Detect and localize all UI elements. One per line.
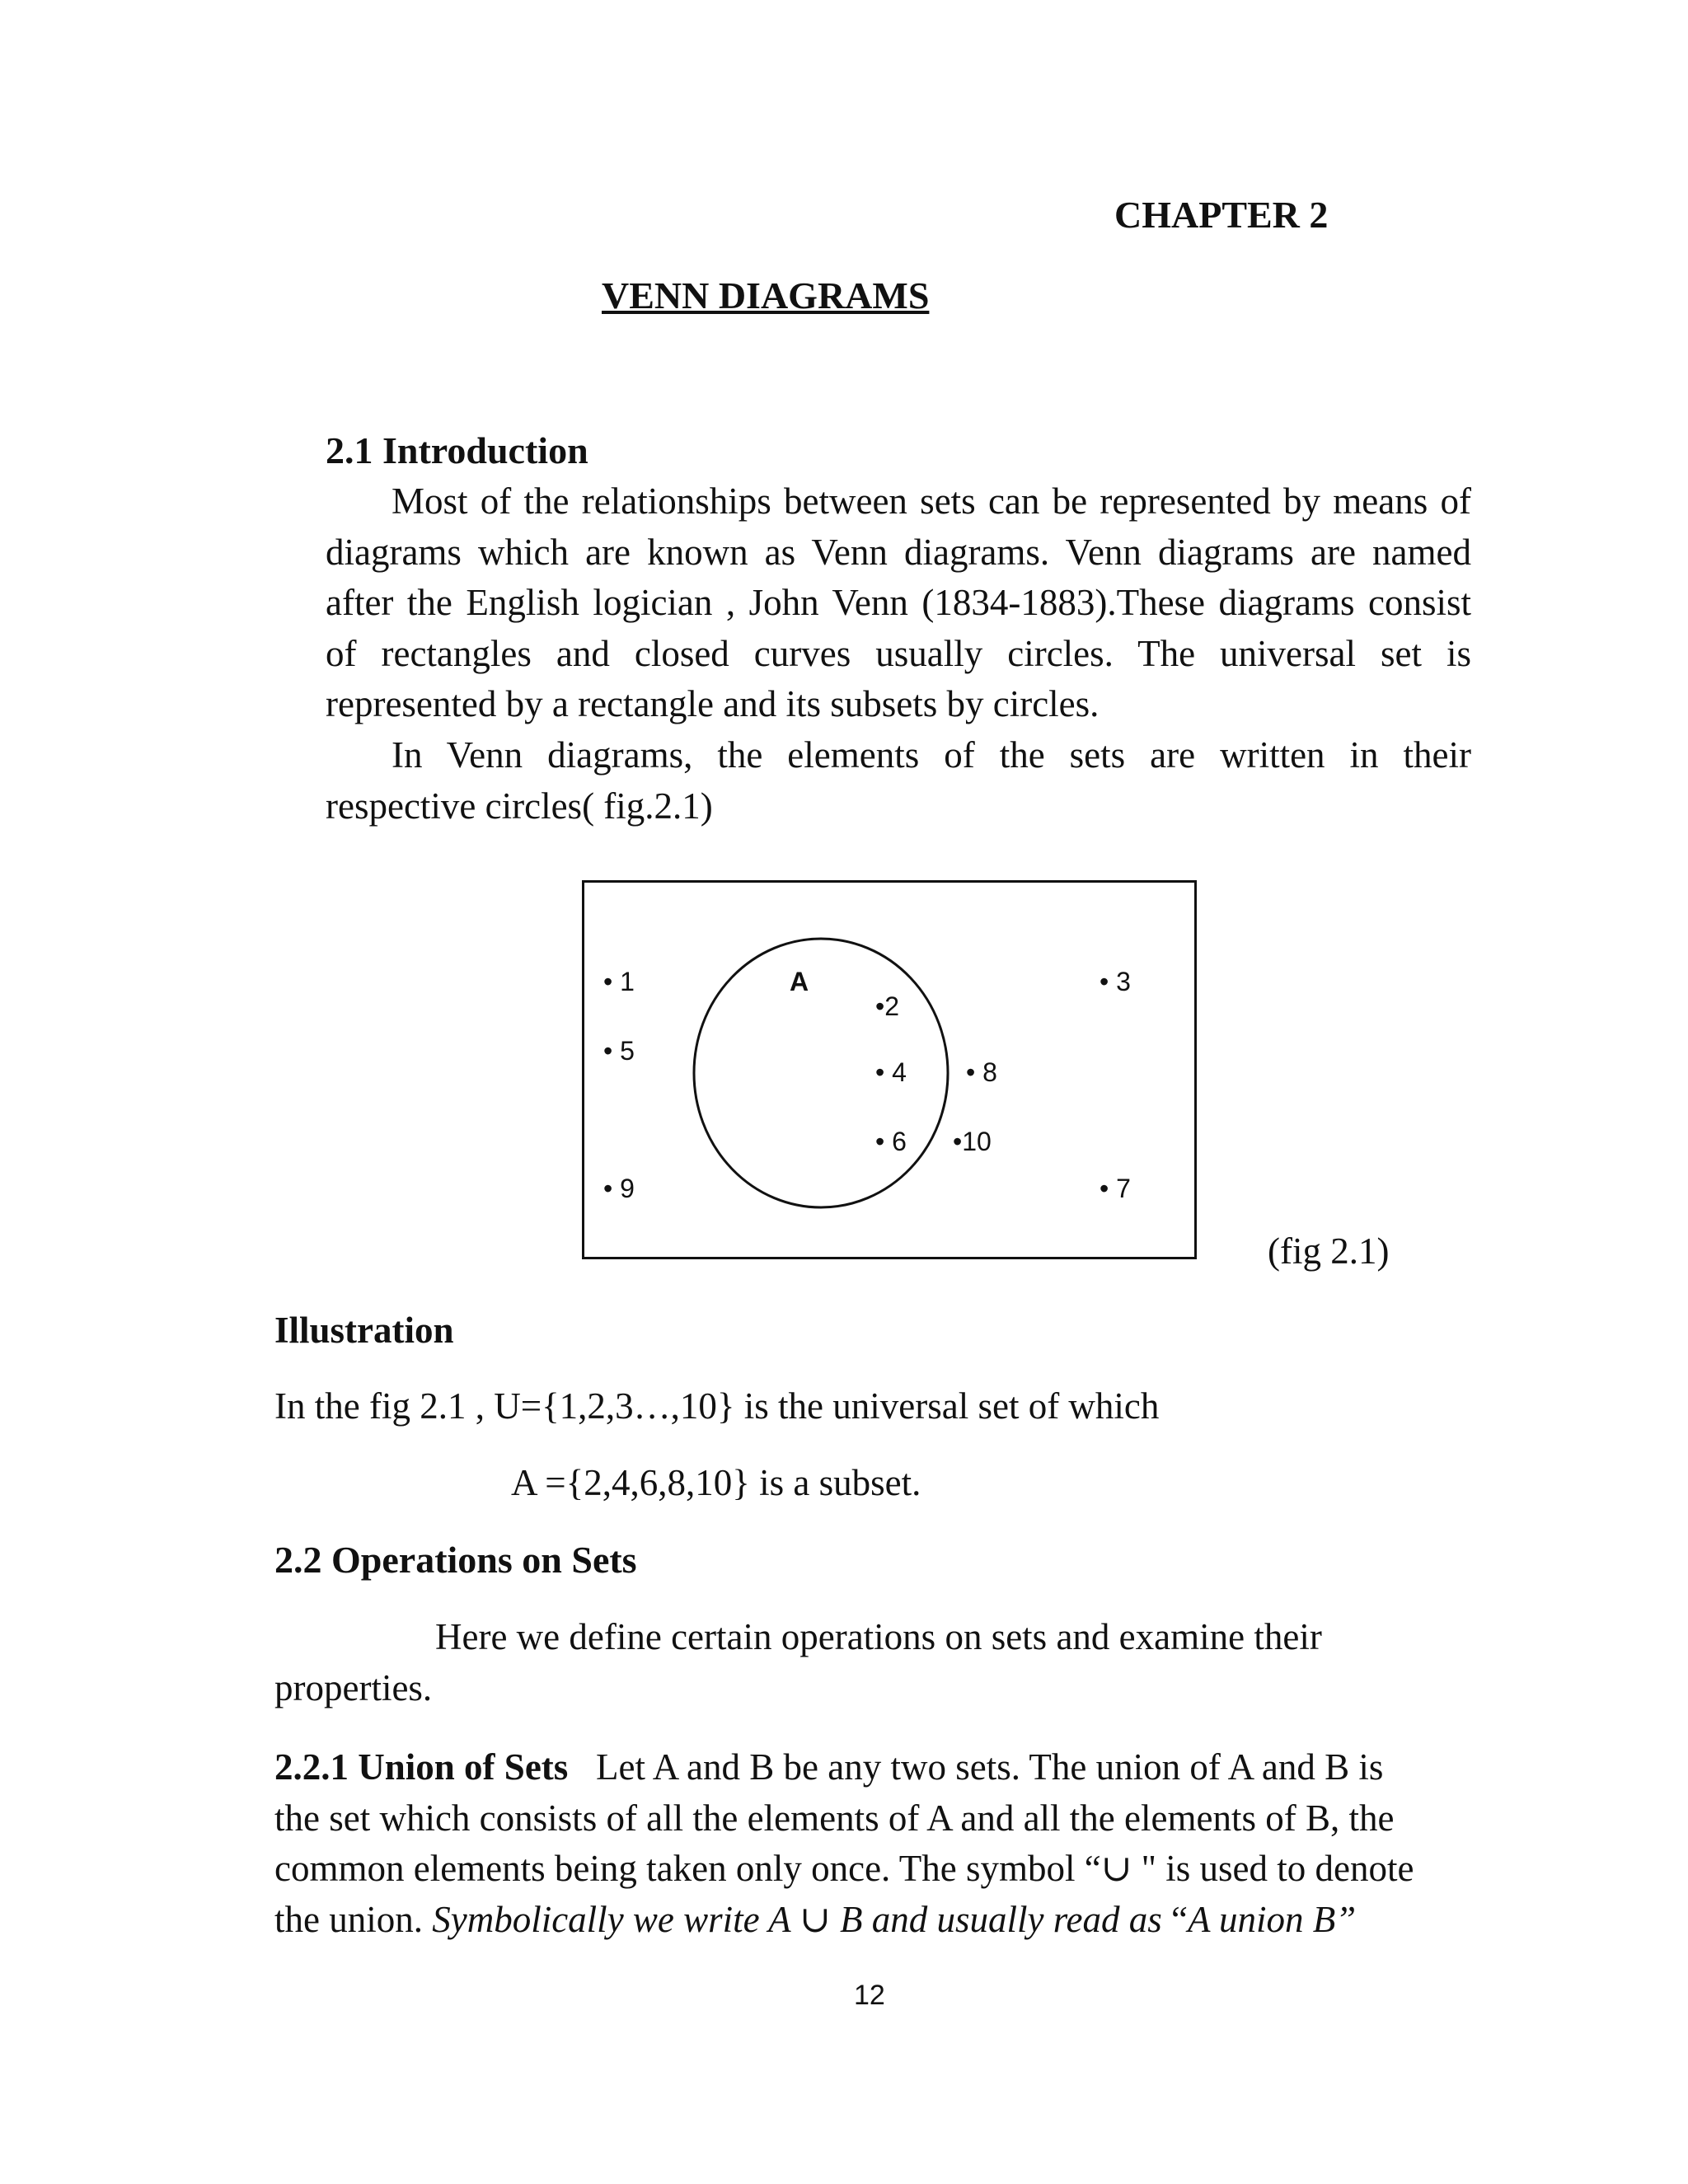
union-line-1-text: Let A and B be any two sets. The union of A and B is <box>596 1746 1384 1788</box>
paragraph-line: after the English logician , John Venn (1834-1883).These diagrams consist <box>326 582 1471 623</box>
union-line-4-plain: the union. <box>274 1898 433 1940</box>
paragraph-line: diagrams which are known as Venn diagrams. Venn diagrams are named <box>326 531 1471 573</box>
element-7: • 7 <box>1100 1174 1131 1203</box>
paragraph-line <box>274 1742 1445 1793</box>
page-number: 12 <box>854 1980 885 2011</box>
element-3: • 3 <box>1100 967 1131 996</box>
figure-caption: (fig 2.1) <box>1268 1230 1390 1272</box>
element-2: •2 <box>875 991 899 1021</box>
illustration-line-2: A ={2,4,6,8,10} is a subset. <box>511 1462 921 1503</box>
paragraph-line: represented by a rectangle and its subsets by circles. <box>326 683 1100 724</box>
set-a-circle <box>694 939 948 1207</box>
illustration-line-1: In the fig 2.1 , U={1,2,3…,10} is the universal set of which <box>274 1385 1160 1427</box>
operations-line-1: Here we define certain operations on sets and examine their <box>435 1616 1322 1657</box>
union-quote-open: “ <box>1171 1898 1189 1940</box>
paragraph-line: In Venn diagrams, the elements of the sets are written in their <box>392 734 1471 776</box>
venn-diagram-svg <box>582 880 1197 1259</box>
paragraph-line: the set which consists of all the elements of A and all the elements of B, the <box>274 1797 1395 1839</box>
intro-paragraph-2 <box>326 730 1471 832</box>
subsection-heading-union: 2.2.1 Union of Sets <box>274 1746 569 1788</box>
page-title: VENN DIAGRAMS <box>602 274 930 316</box>
chapter-label: CHAPTER 2 <box>1114 194 1329 236</box>
venn-diagram-figure <box>582 880 1197 1259</box>
element-4: • 4 <box>875 1057 907 1087</box>
section-heading-operations: 2.2 Operations on Sets <box>274 1539 637 1581</box>
union-of-sets-paragraph <box>274 1742 1445 1945</box>
element-6: • 6 <box>875 1127 907 1156</box>
paragraph-line: of rectangles and closed curves usually circles. The universal set is <box>326 632 1471 674</box>
paragraph-line: common elements being taken only once. The symbol “∪ " is used to denote <box>274 1848 1414 1889</box>
intro-paragraph-1 <box>326 476 1471 730</box>
union-line-4-italic: Symbolically we write A ∪ B and usually read as <box>432 1898 1172 1940</box>
operations-line-2: properties. <box>274 1667 433 1708</box>
paragraph-line <box>274 1895 1445 1946</box>
element-9: • 9 <box>603 1174 635 1203</box>
section-heading-introduction: 2.1 Introduction <box>326 429 588 471</box>
union-line-4-italic-end: A union B” <box>1188 1898 1357 1940</box>
element-10: •10 <box>953 1127 992 1156</box>
element-1: • 1 <box>603 967 635 996</box>
section-heading-illustration: Illustration <box>274 1310 454 1351</box>
set-a-label: A <box>790 967 809 996</box>
element-8: • 8 <box>966 1057 997 1087</box>
paragraph-line: respective circles( fig.2.1) <box>326 785 713 827</box>
paragraph-line: Most of the relationships between sets can be represented by means of <box>392 480 1471 522</box>
element-5: • 5 <box>603 1036 635 1066</box>
